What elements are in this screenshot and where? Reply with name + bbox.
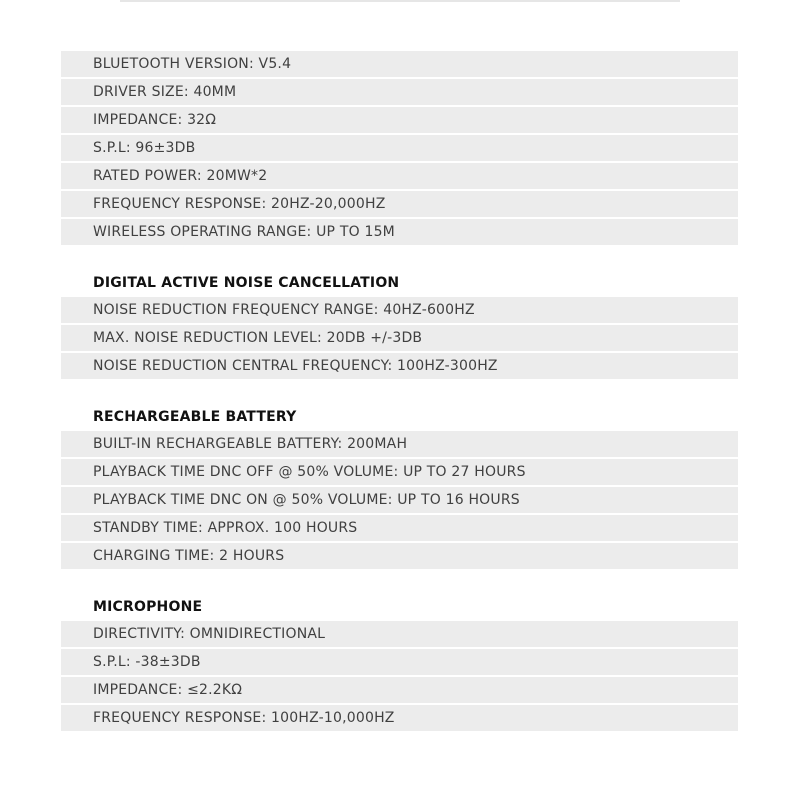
spec-row: DIRECTIVITY: OMNIDIRECTIONAL	[61, 621, 738, 647]
top-divider	[120, 0, 680, 2]
spec-row: S.P.L: -38±3DB	[61, 649, 738, 675]
section-heading: DIGITAL ACTIVE NOISE CANCELLATION	[93, 275, 400, 291]
spec-row: IMPEDANCE: ≤2.2KΩ	[61, 677, 738, 703]
spec-row: STANDBY TIME: APPROX. 100 HOURS	[61, 515, 738, 541]
spec-row: NOISE REDUCTION FREQUENCY RANGE: 40HZ-600HZ	[61, 297, 738, 323]
spec-row: BUILT-IN RECHARGEABLE BATTERY: 200MAH	[61, 431, 738, 457]
spec-row: MAX. NOISE REDUCTION LEVEL: 20DB +/-3DB	[61, 325, 738, 351]
section-noise-cancellation	[61, 269, 738, 379]
spec-sheet	[61, 51, 738, 731]
spec-row: BLUETOOTH VERSION: V5.4	[61, 51, 738, 77]
section-heading: MICROPHONE	[93, 599, 203, 615]
spec-row: DRIVER SIZE: 40MM	[61, 79, 738, 105]
spec-row: WIRELESS OPERATING RANGE: UP TO 15M	[61, 219, 738, 245]
spec-row: FREQUENCY RESPONSE: 20HZ-20,000HZ	[61, 191, 738, 217]
section-general	[61, 51, 738, 245]
spec-row: CHARGING TIME: 2 HOURS	[61, 543, 738, 569]
spec-row: IMPEDANCE: 32Ω	[61, 107, 738, 133]
spec-row: PLAYBACK TIME DNC OFF @ 50% VOLUME: UP TO 27 HOURS	[61, 459, 738, 485]
spec-row: NOISE REDUCTION CENTRAL FREQUENCY: 100HZ-300HZ	[61, 353, 738, 379]
spec-row: RATED POWER: 20MW*2	[61, 163, 738, 189]
spec-row: PLAYBACK TIME DNC ON @ 50% VOLUME: UP TO 16 HOURS	[61, 487, 738, 513]
section-heading: RECHARGEABLE BATTERY	[93, 409, 297, 425]
spec-row: S.P.L: 96±3DB	[61, 135, 738, 161]
section-battery	[61, 403, 738, 569]
section-microphone	[61, 593, 738, 731]
spec-row: FREQUENCY RESPONSE: 100HZ-10,000HZ	[61, 705, 738, 731]
